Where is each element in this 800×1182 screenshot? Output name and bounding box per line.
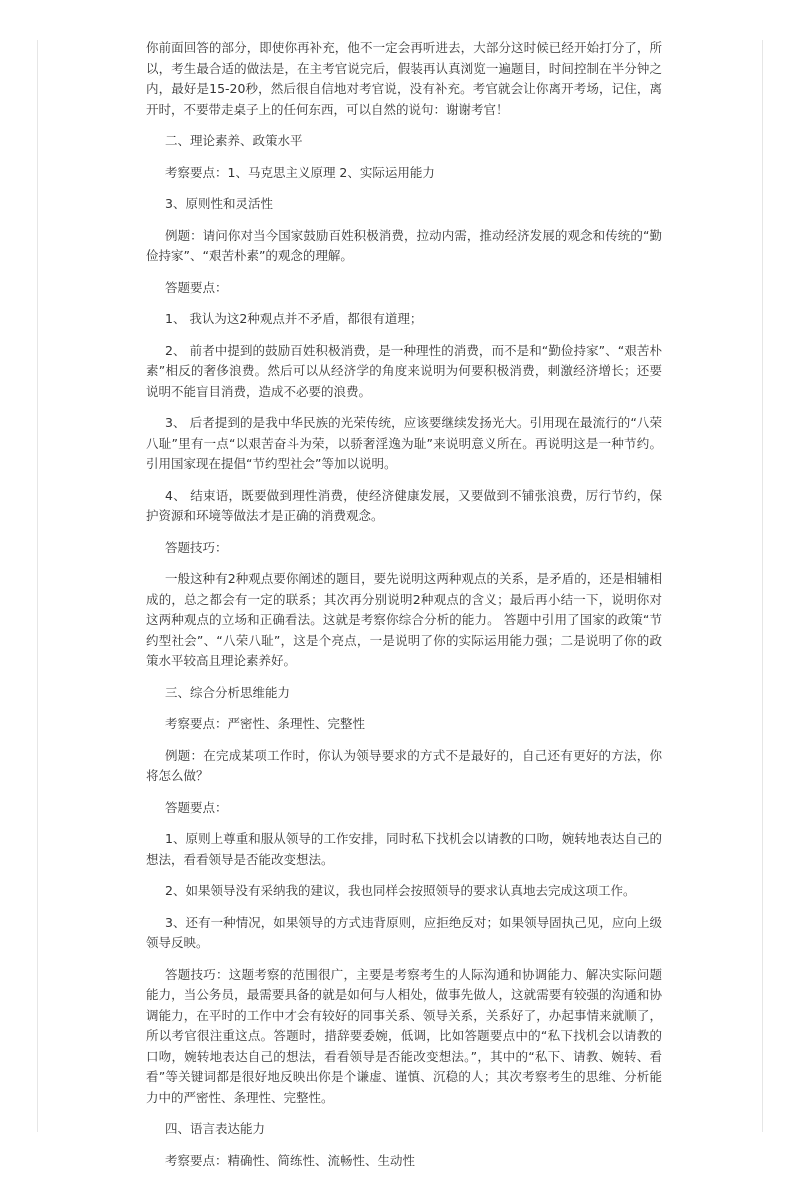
answer-point: 3、 后者提到的是我中华民族的光荣传统，应该要继续发扬光大。引用现在最流行的“八荣八耻”里有一点“以艰苦奋斗为荣，以骄奢淫逸为耻”来说明意义所在。再说明这是一种节约。引用国家现在提倡“节约型社会”等加以说明。 [146, 415, 662, 471]
section-heading-language: 四、语言表达能力 [165, 1121, 266, 1136]
answer-points-heading: 答题要点： [165, 279, 228, 295]
document-body [146, 38, 662, 1182]
answer-tips-body: 答题技巧：这题考察的范围很广，主要是考察考生的人际沟通和协调能力、解决实际问题能力，当公务员，最需要具备的就是如何与人相处，做事先做人，这就需要有较强的沟通和协调能力，在平时的工作中才会有较好的同事关系、领导关系，关系好了，办起事情来就顺了，所以考官很注重这点。答题时，措辞要委婉，低调，比如答题要点中的“私下找机会以请教的口吻，婉转地表达自己的想法，看看领导是否能改变想法。”，其中的“私下、请教、婉转、看看”等关键词都是很好地反映出你是个谦虚、谨慎、沉稳的人；其次考察考生的思维、分析能力中的严密性、条理性、完整性。 [146, 966, 662, 1105]
answer-point: 3、还有一种情况，如果领导的方式违背原则，应拒绝反对；如果领导固执己见，应向上级领导反映。 [146, 914, 662, 950]
answer-tips-heading: 答题技巧： [165, 539, 228, 555]
answer-point: 4、 结束语，既要做到理性消费，使经济健康发展，又要做到不铺张浪费，厉行节约，保护资源和环境等做法才是正确的消费观念。 [146, 487, 662, 523]
key-points-line: 考察要点：严密性、条理性、完整性 [165, 716, 366, 731]
answer-point: 1、 我认为这2种观点并不矛盾，都很有道理； [165, 311, 423, 326]
paragraph-intro-continuation: 你前面回答的部分，即使你再补充，他不一定会再听进去，大部分这时候已经开始打分了，所以，考生最合适的做法是，在主考官说完后，假装再认真浏览一遍题目，时间控制在半分钟之内，最好是15-20秒，然后很自信地对考官说，没有补充。考官就会让你离开考场，记住，离开时，不要带走桌子上的任何东西，可以自然的说句：谢谢考官！ [146, 40, 662, 117]
right-margin-rule [762, 40, 763, 1132]
answer-tips-body: 一般这种有2种观点要你阐述的题目，要先说明这两种观点的关系，是矛盾的，还是相辅相成的，总之都会有一定的联系；其次再分别说明2种观点的含义；最后再小结一下，说明你对这两种观点的立场和正确看法。这就是考察你综合分析的能力。 答题中引用了国家的政策“节约型社会”、“八荣八耻”，这是个亮点，一是说明了你的实际运用能力强；二是说明了你的政策水平较高且理论素养好。 [146, 571, 662, 668]
answer-point: 2、如果领导没有采纳我的建议，我也同样会按照领导的要求认真地去完成这项工作。 [165, 883, 636, 898]
example-question: 例题：请问你对当今国家鼓励百姓积极消费，拉动内需，推动经济发展的观念和传统的“勤俭持家”、“艰苦朴素”的观念的理解。 [146, 227, 662, 263]
key-points-line: 3、原则性和灵活性 [165, 196, 273, 211]
answer-point: 2、 前者中提到的鼓励百姓积极消费，是一种理性的消费，而不是和“勤俭持家”、“艰苦朴素”相反的奢侈浪费。然后可以从经济学的角度来说明为何要积极消费，刺激经济增长；还要说明不能盲目消费，造成不必要的浪费。 [146, 342, 662, 399]
section-heading-theory: 二、理论素养、政策水平 [165, 133, 303, 148]
answer-point: 1、原则上尊重和服从领导的工作安排，同时私下找机会以请教的口吻，婉转地表达自己的想法，看看领导是否能改变想法。 [146, 831, 662, 867]
key-points-line: 考察要点：精确性、简练性、流畅性、生动性 [165, 1152, 416, 1168]
answer-points-heading: 答题要点： [165, 799, 228, 815]
section-heading-analysis: 三、综合分析思维能力 [165, 684, 291, 700]
key-points-line: 考察要点：1、马克思主义原理 2、实际运用能力 [165, 164, 435, 180]
example-question: 例题：在完成某项工作时，你认为领导要求的方式不是最好的，自己还有更好的方法，你将怎么做？ [146, 747, 662, 783]
left-margin-rule [37, 40, 38, 1132]
